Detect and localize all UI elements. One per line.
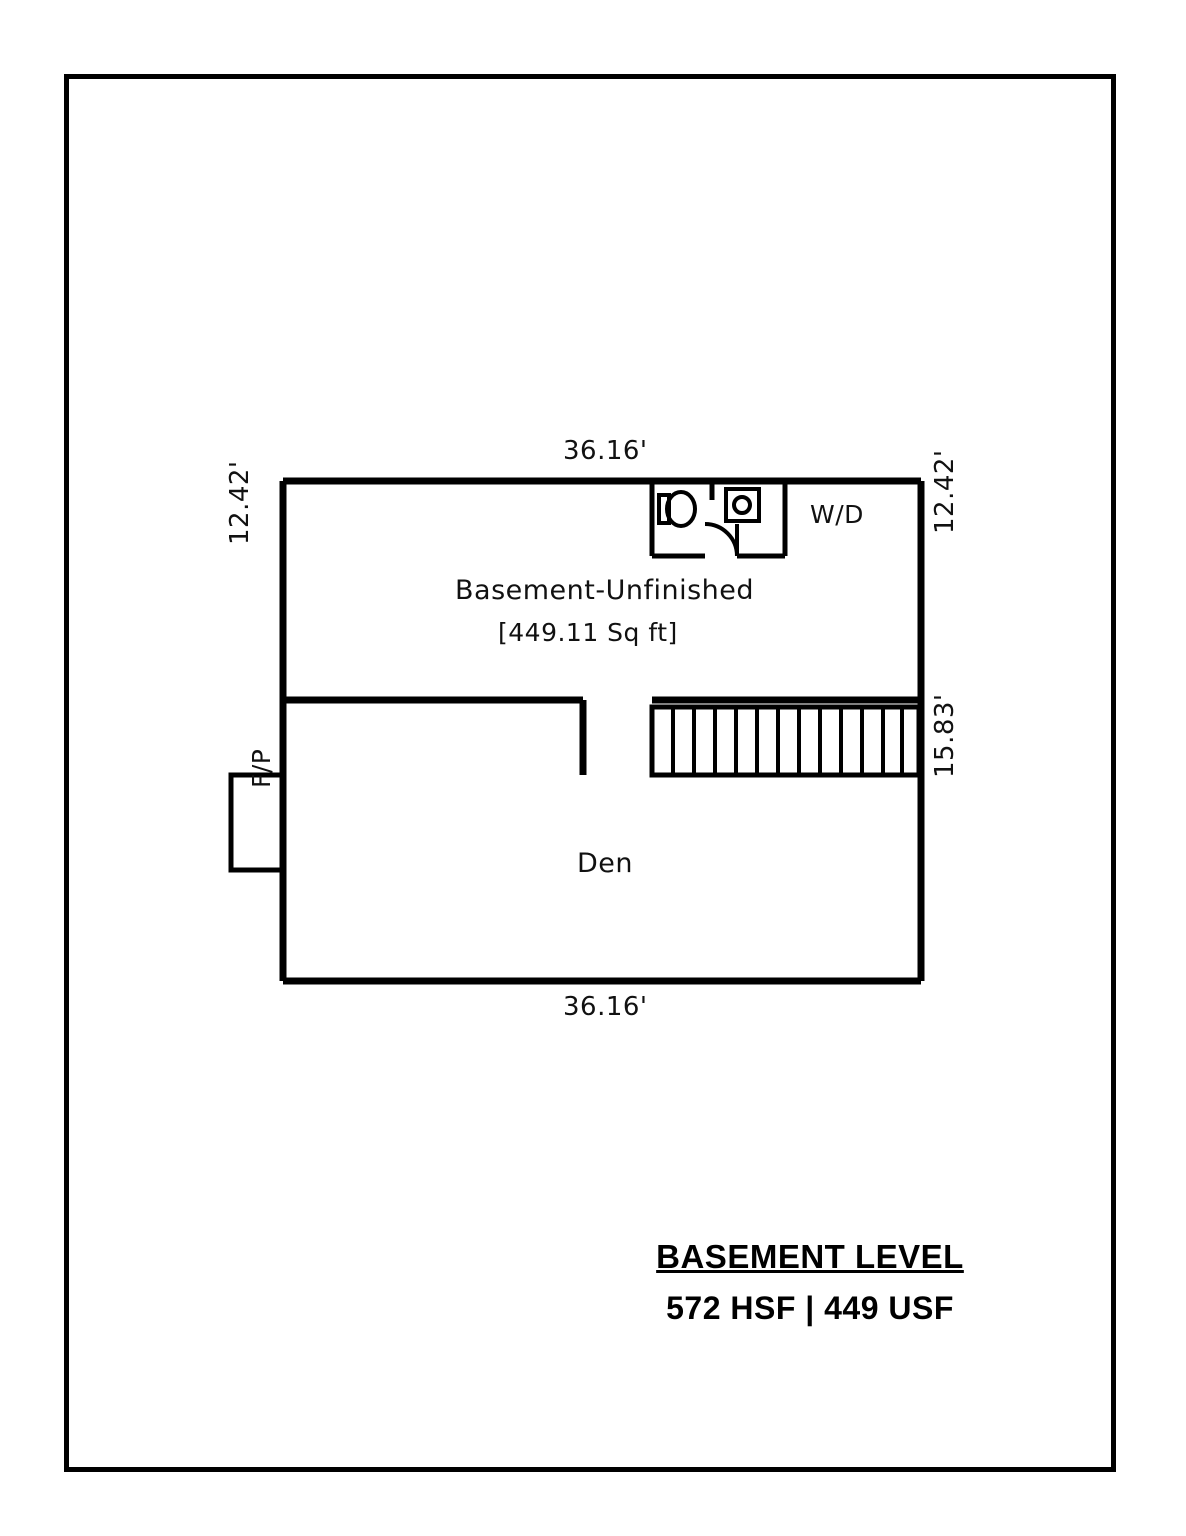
room-label-basement: Basement-Unfinished xyxy=(455,575,755,606)
plan-title: BASEMENT LEVEL xyxy=(656,1238,964,1275)
dimension-top: 36.16' xyxy=(563,436,648,466)
fireplace-bumpout xyxy=(231,775,283,870)
sink-icon xyxy=(726,489,759,521)
plan-area-summary: 572 HSF | 449 USF xyxy=(666,1290,954,1326)
building-outline xyxy=(283,481,921,981)
dimension-bottom: 36.16' xyxy=(563,992,648,1022)
stair-run xyxy=(652,707,919,775)
washer-dryer-label: W/D xyxy=(810,500,864,529)
fireplace-label: F/P xyxy=(247,748,276,788)
door-swing xyxy=(705,524,737,556)
interior-partition-wall xyxy=(283,700,921,775)
room-label-den: Den xyxy=(577,848,634,879)
title-block xyxy=(600,1238,1020,1327)
toilet-icon xyxy=(659,492,695,526)
dimension-left: 12.42' xyxy=(225,460,255,545)
room-area-basement: [449.11 Sq ft] xyxy=(498,618,678,647)
dimension-right-lower: 15.83' xyxy=(930,693,960,778)
dimension-right-upper: 12.42' xyxy=(930,449,960,534)
